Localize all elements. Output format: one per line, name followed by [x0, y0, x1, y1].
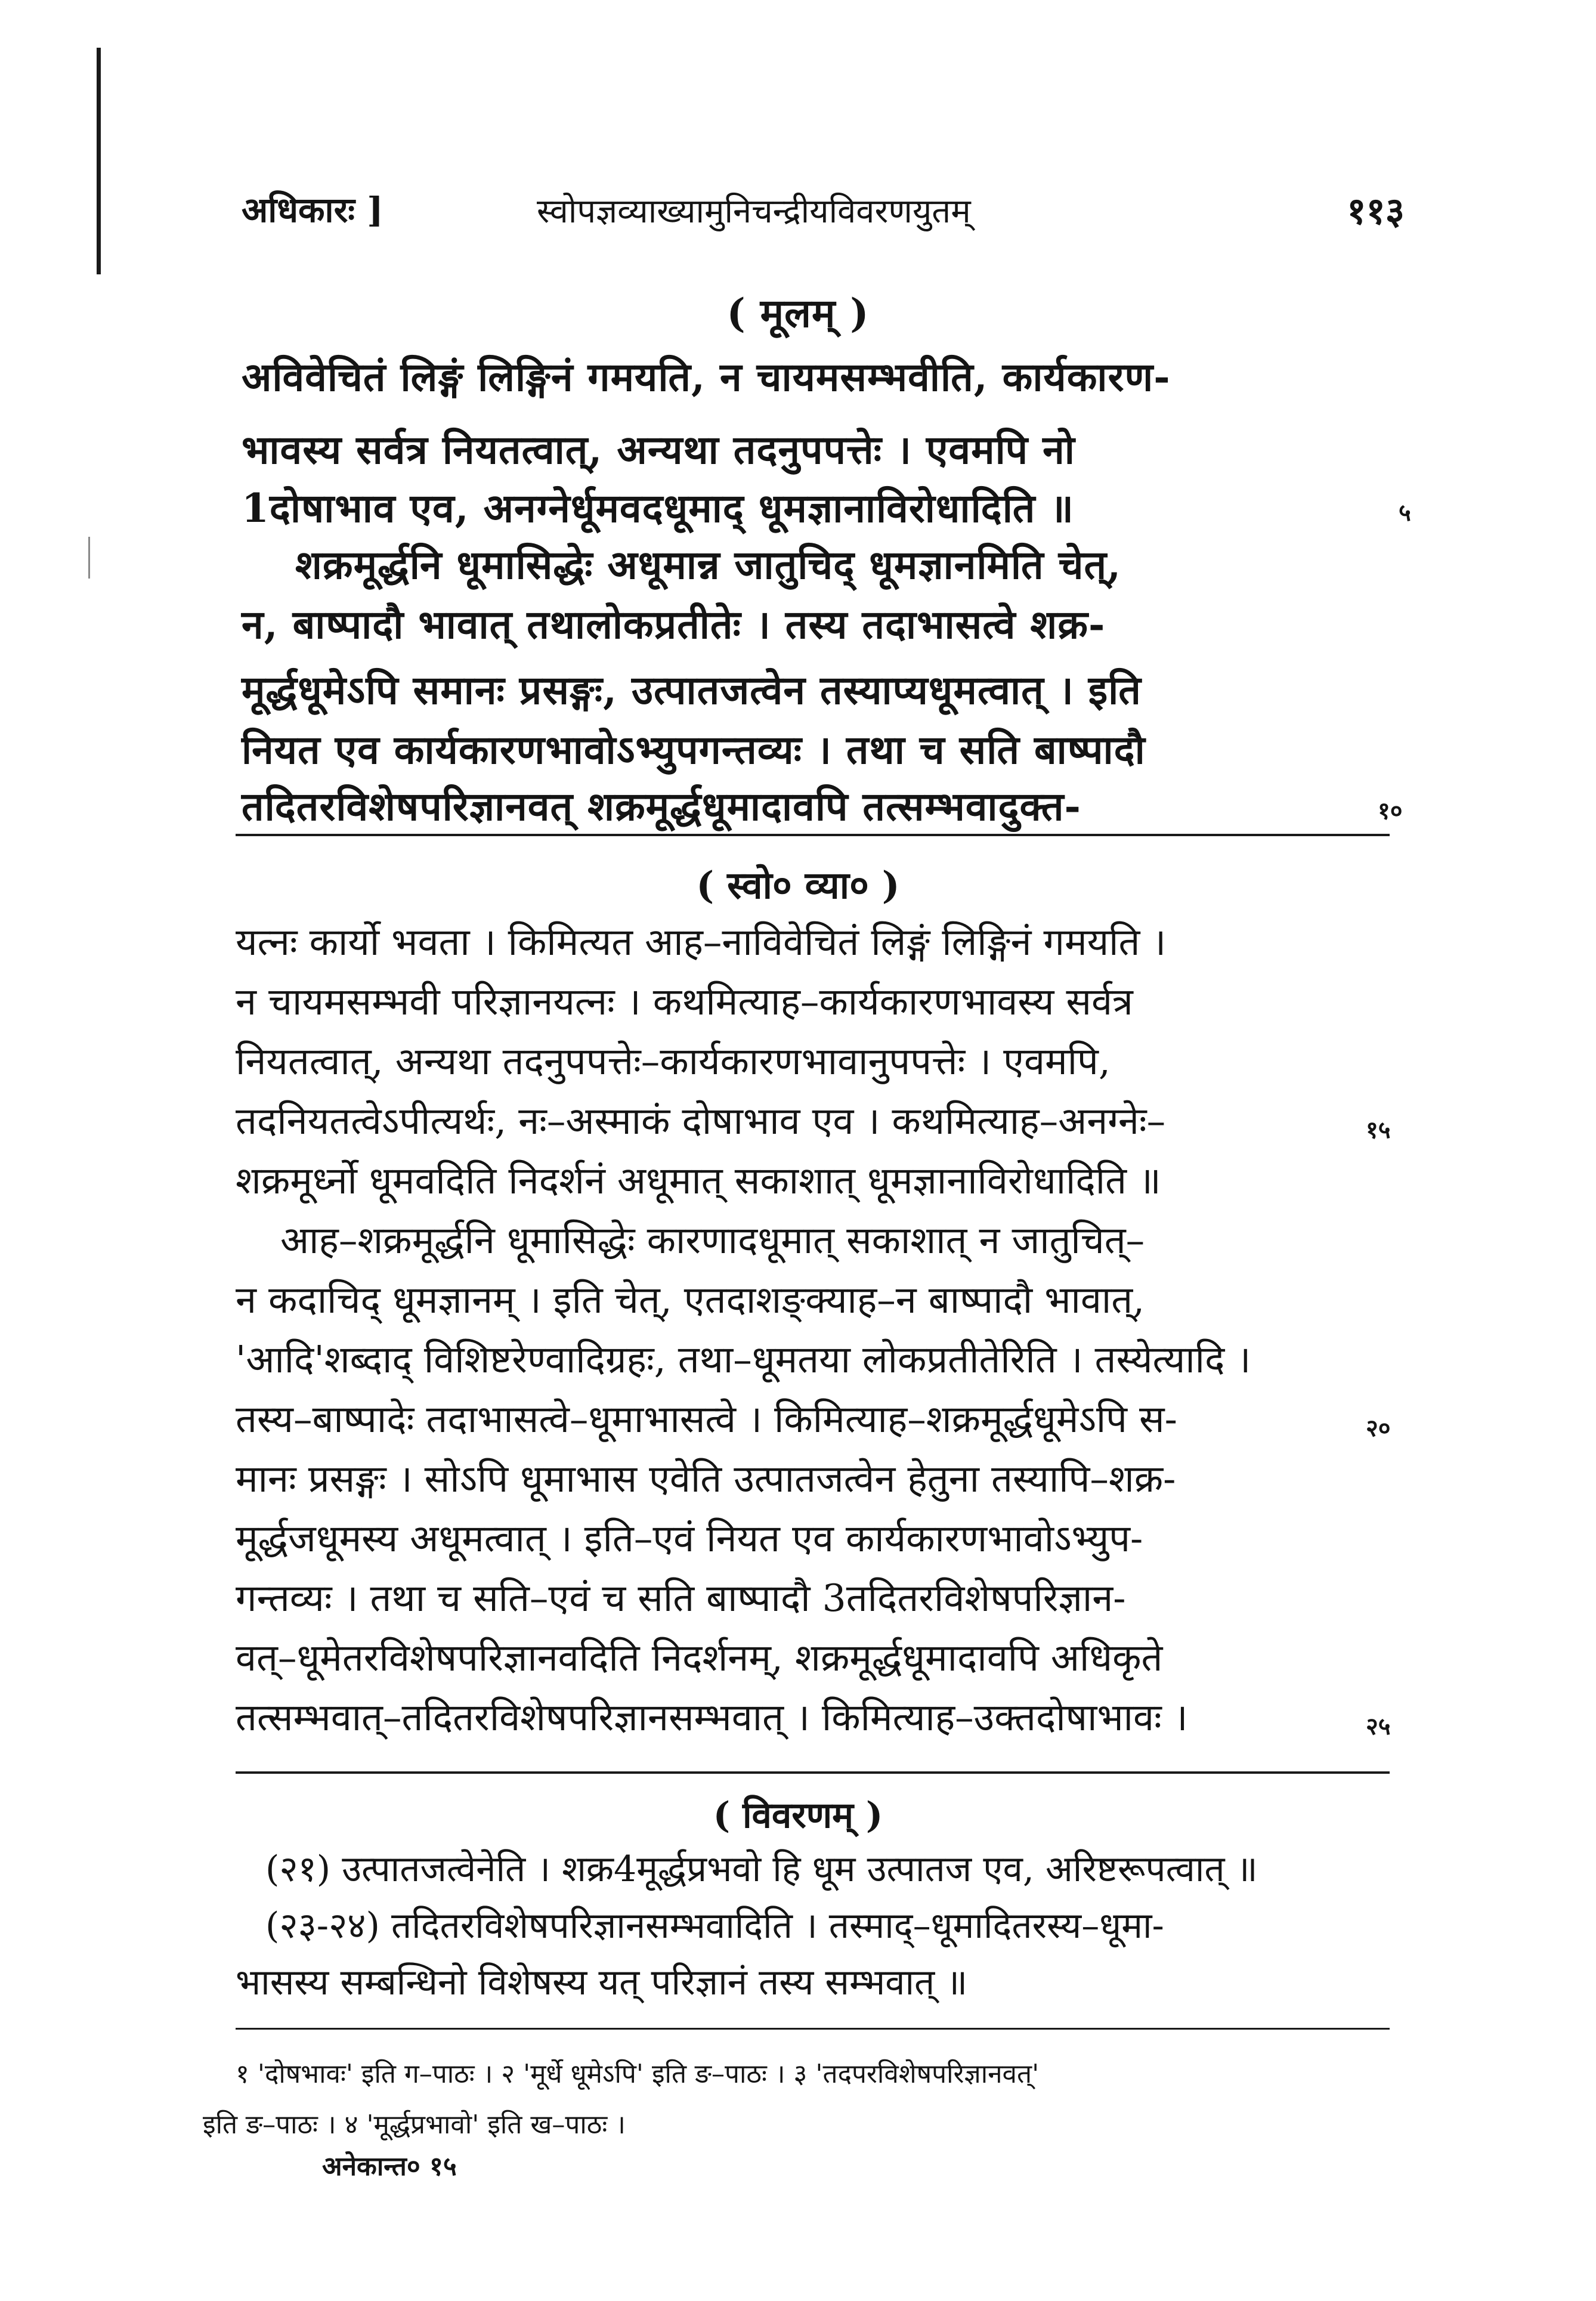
vyakhya-line: यत्नः कार्यो भवता । किमित्यत आह–नाविवेचितं लिङ्गं लिङ्गिनं गमयति । — [236, 920, 1167, 964]
section-divider — [236, 1771, 1390, 1774]
mulam-line: तदितरविशेषपरिज्ञानवत् शक्रमूर्द्धधूमादावपि तत्सम्भवादुक्त- — [242, 783, 1081, 830]
line-number: १० — [1378, 797, 1403, 825]
mulam-line: शक्रमूर्द्धनि धूमासिद्धेः अधूमान्न जातुचिद् धूमज्ञानमिति चेत्, — [295, 542, 1122, 588]
vyakhya-line: न चायमसम्भवी परिज्ञानयत्नः । कथमित्याह–कार्यकारणभावस्य सर्वत्र — [236, 980, 1133, 1023]
chapter-label: अधिकारः ] — [242, 190, 383, 230]
mulam-line: भावस्य सर्वत्र नियतत्वात्, अन्यथा तदनुपपत्तेः । एवमपि नो — [242, 426, 1075, 473]
line-number: १५ — [1366, 1116, 1391, 1144]
running-header — [242, 185, 1405, 239]
vyakhya-line: तदनियतत्वेऽपीत्यर्थः, नः–अस्माकं दोषाभाव एव । कथमित्याह–अनग्नेः– — [236, 1099, 1166, 1143]
vivaranam-title: ( विवरणम् ) — [713, 1795, 883, 1836]
line-number: ५ — [1399, 499, 1411, 527]
vyakhya-line: तस्य–बाष्पादेः तदाभासत्वे–धूमाभासत्वे । किमित्याह–शक्रमूर्द्धधूमेऽपि स- — [236, 1397, 1177, 1441]
footnote-line: १ 'दोषभावः' इति ग–पाठः । २ 'मूर्धे धूमेऽपि' इति ङ–पाठः । ३ 'तदपरविशेषपरिज्ञानवत्' — [236, 2059, 1040, 2089]
vyakhya-line: न कदाचिद् धूमज्ञानम् । इति चेत्, एतदाशङ्क्याह–न बाष्पादौ भावात्, — [236, 1278, 1145, 1322]
vyakhya-line: मानः प्रसङ्गः । सोऽपि धूमाभास एवेति उत्पातजत्वेन हेतुना तस्यापि–शक्र- — [236, 1457, 1176, 1501]
mulam-line: नियत एव कार्यकारणभावोऽभ्युपगन्तव्यः । तथा च सति बाष्पादौ — [242, 726, 1146, 773]
footnote-divider — [236, 2028, 1390, 2030]
printer-signature: अनेकान्त० १५ — [322, 2151, 457, 2182]
vyakhya-line: आह–शक्रमूर्द्धनि धूमासिद्धेः कारणादधूमात् सकाशात् न जातुचित्– — [280, 1218, 1145, 1262]
footnote-line: इति ङ–पाठः । ४ 'मूर्द्धप्रभावो' इति ख–पाठः । — [203, 2110, 626, 2140]
section-divider — [236, 834, 1390, 836]
page-number: ११३ — [1347, 189, 1405, 233]
mulam-line: अविवेचितं लिङ्गं लिङ्गिनं गमयति, न चायमसम्भवीति, कार्यकारण- — [242, 354, 1171, 400]
mulam-title: ( मूलम् ) — [726, 290, 870, 336]
mulam-line: न, बाष्पादौ भावात् तथालोकप्रतीतेः । तस्य तदाभासत्वे शक्र- — [242, 601, 1106, 648]
mulam-line: 1दोषाभाव एव, अनग्नेर्धूमवदधूमाद् धूमज्ञानाविरोधादिति ॥ — [242, 485, 1074, 531]
vivaranam-line: भासस्य सम्बन्धिनो विशेषस्य यत् परिज्ञानं तस्य सम्भवात् ॥ — [236, 1962, 968, 2003]
vivaranam-line: (२१) उत्पातजत्वेनेति । शक्र4मूर्द्धप्रभवो हि धूम उत्पातज एव, अरिष्टरूपत्वात् ॥ — [265, 1848, 1258, 1890]
mulam-line: मूर्द्धधूमेऽपि समानः प्रसङ्गः, उत्पातजत्वेन तस्याप्यधूमत्वात् । इति — [242, 667, 1142, 713]
binding-edge-mark-lower — [88, 537, 90, 579]
line-number: २० — [1366, 1414, 1391, 1442]
vyakhya-line: नियतत्वात्, अन्यथा तदनुपपत्तेः–कार्यकारणभावानुपपत्तेः । एवमपि, — [236, 1040, 1111, 1083]
vyakhya-title: ( स्वो० व्या० ) — [696, 863, 900, 907]
vyakhya-line: शक्रमूर्ध्नो धूमवदिति निदर्शनं अधूमात् सकाशात् धूमज्ञानाविरोधादिति ॥ — [236, 1159, 1161, 1202]
vyakhya-line: 'आदि'शब्दाद् विशिष्टरेण्वादिग्रहः, तथा–धूमतया लोकप्रतीतेरिति । तस्येत्यादि । — [236, 1338, 1251, 1381]
book-title: स्वोपज्ञव्याख्यामुनिचन्द्रीयविवरणयुतम् — [537, 192, 971, 231]
vyakhya-line: मूर्द्धजधूमस्य अधूमत्वात् । इति–एवं नियत एव कार्यकारणभावोऽभ्युप- — [236, 1517, 1143, 1560]
vyakhya-line: वत्–धूमेतरविशेषपरिज्ञानवदिति निदर्शनम्, शक्रमूर्द्धधूमादावपि अधिकृते — [236, 1636, 1163, 1680]
vivaranam-line: (२३-२४) तदितरविशेषपरिज्ञानसम्भवादिति । तस्माद्–धूमादितरस्य–धूमा- — [265, 1905, 1164, 1947]
vyakhya-line: गन्तव्यः । तथा च सति–एवं च सति बाष्पादौ 3तदितरविशेषपरिज्ञान- — [236, 1576, 1126, 1620]
line-number: २५ — [1366, 1712, 1391, 1740]
binding-edge-mark — [97, 48, 101, 274]
vyakhya-line: तत्सम्भवात्–तदितरविशेषपरिज्ञानसम्भवात् । किमित्याह–उक्तदोषाभावः । — [236, 1696, 1188, 1739]
